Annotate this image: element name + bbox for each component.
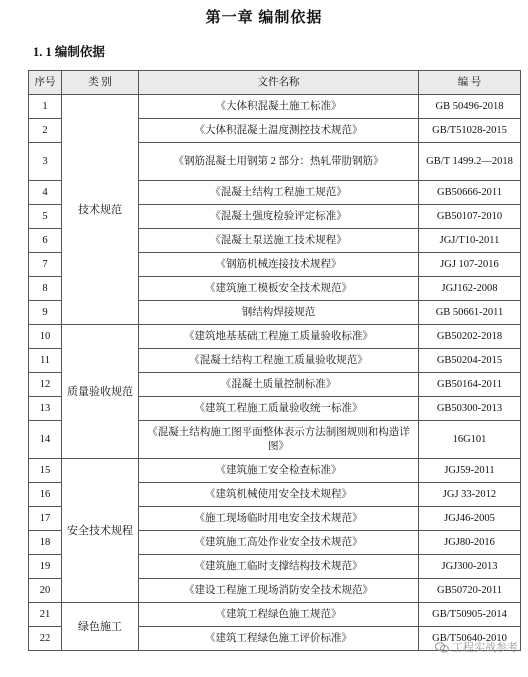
row-code: JGJ/T10-2011 [419, 229, 521, 253]
row-no: 20 [29, 579, 62, 603]
row-no: 2 [29, 119, 62, 143]
header-code: 编 号 [419, 71, 521, 95]
row-name: 《建筑工程施工质量验收统一标准》 [139, 397, 419, 421]
row-name: 《混凝土结构施工图平面整体表示方法制图规则和构造详图》 [139, 421, 419, 459]
row-no: 17 [29, 507, 62, 531]
row-no: 1 [29, 95, 62, 119]
row-no: 6 [29, 229, 62, 253]
row-no: 22 [29, 627, 62, 651]
row-code: 16G101 [419, 421, 521, 459]
row-no: 21 [29, 603, 62, 627]
row-no: 13 [29, 397, 62, 421]
row-code: GB50666-2011 [419, 181, 521, 205]
row-code: GB 50661-2011 [419, 301, 521, 325]
row-name: 《建设工程施工现场消防安全技术规范》 [139, 579, 419, 603]
row-code: GB50202-2018 [419, 325, 521, 349]
row-name: 《建筑施工临时支撑结构技术规范》 [139, 555, 419, 579]
row-no: 4 [29, 181, 62, 205]
row-name: 《混凝土结构工程施工规范》 [139, 181, 419, 205]
row-code: JGJ 33-2012 [419, 483, 521, 507]
row-name: 《建筑施工模板安全技术规范》 [139, 277, 419, 301]
section-title: 1. 1 编制依据 [33, 45, 105, 59]
row-name: 《建筑机械使用安全技术规程》 [139, 483, 419, 507]
row-name: 《钢筋机械连接技术规程》 [139, 253, 419, 277]
table-row [29, 325, 521, 349]
row-code: GB/T 1499.2—2018 [419, 143, 521, 181]
row-no: 15 [29, 459, 62, 483]
row-name: 《混凝土质量控制标准》 [139, 373, 419, 397]
row-code: GB/T50640-2010 [419, 627, 521, 651]
table-row [29, 603, 521, 627]
row-name: 《建筑地基基础工程施工质量验收标准》 [139, 325, 419, 349]
row-name: 《施工现场临时用电安全技术规范》 [139, 507, 419, 531]
row-name: 《混凝土泵送施工技术规程》 [139, 229, 419, 253]
row-name: 《混凝土强度检验评定标准》 [139, 205, 419, 229]
row-code: GB/T50905-2014 [419, 603, 521, 627]
row-no: 10 [29, 325, 62, 349]
row-name: 钢结构焊接规范 [139, 301, 419, 325]
row-no: 18 [29, 531, 62, 555]
category-cell: 绿色施工 [62, 603, 139, 651]
row-no: 16 [29, 483, 62, 507]
row-code: GB/T51028-2015 [419, 119, 521, 143]
row-name: 《建筑工程绿色施工评价标准》 [139, 627, 419, 651]
row-code: JGJ59-2011 [419, 459, 521, 483]
row-name: 《大体积混凝土施工标准》 [139, 95, 419, 119]
row-no: 3 [29, 143, 62, 181]
row-code: JGJ300-2013 [419, 555, 521, 579]
header-name: 文件名称 [139, 71, 419, 95]
row-code: JGJ162-2008 [419, 277, 521, 301]
wechat-icon [435, 642, 449, 653]
row-code: JGJ46-2005 [419, 507, 521, 531]
category-cell: 技术规范 [62, 95, 139, 325]
category-cell: 质量验收规范 [62, 325, 139, 459]
row-code: JGJ80-2016 [419, 531, 521, 555]
row-no: 7 [29, 253, 62, 277]
row-name: 《建筑施工高处作业安全技术规范》 [139, 531, 419, 555]
row-name: 《混凝土结构工程施工质量验收规范》 [139, 349, 419, 373]
row-name: 《钢筋混凝土用钢第 2 部分：热轧带肋钢筋》 [139, 143, 419, 181]
row-code: GB50720-2011 [419, 579, 521, 603]
row-code: GB 50496-2018 [419, 95, 521, 119]
row-no: 19 [29, 555, 62, 579]
row-code: GB50107-2010 [419, 205, 521, 229]
row-code: JGJ 107-2016 [419, 253, 521, 277]
row-no: 14 [29, 421, 62, 459]
row-no: 5 [29, 205, 62, 229]
row-code: GB50300-2013 [419, 397, 521, 421]
watermark [435, 639, 518, 655]
row-name: 《建筑工程绿色施工规范》 [139, 603, 419, 627]
row-name: 《建筑施工安全检查标准》 [139, 459, 419, 483]
watermark-text: 工程实战参考 [452, 641, 518, 654]
row-no: 9 [29, 301, 62, 325]
header-category: 类 别 [62, 71, 139, 95]
header-no: 序号 [29, 71, 62, 95]
table-row [29, 459, 521, 483]
category-cell: 安全技术规程 [62, 459, 139, 603]
row-no: 12 [29, 373, 62, 397]
row-code: GB50164-2011 [419, 373, 521, 397]
row-name: 《大体积混凝土温度测控技术规范》 [139, 119, 419, 143]
table-header-row [29, 71, 521, 95]
row-no: 8 [29, 277, 62, 301]
reference-table [28, 70, 521, 651]
chapter-title: 第一章 编制依据 [205, 10, 323, 26]
row-no: 11 [29, 349, 62, 373]
table-row [29, 95, 521, 119]
row-code: GB50204-2015 [419, 349, 521, 373]
